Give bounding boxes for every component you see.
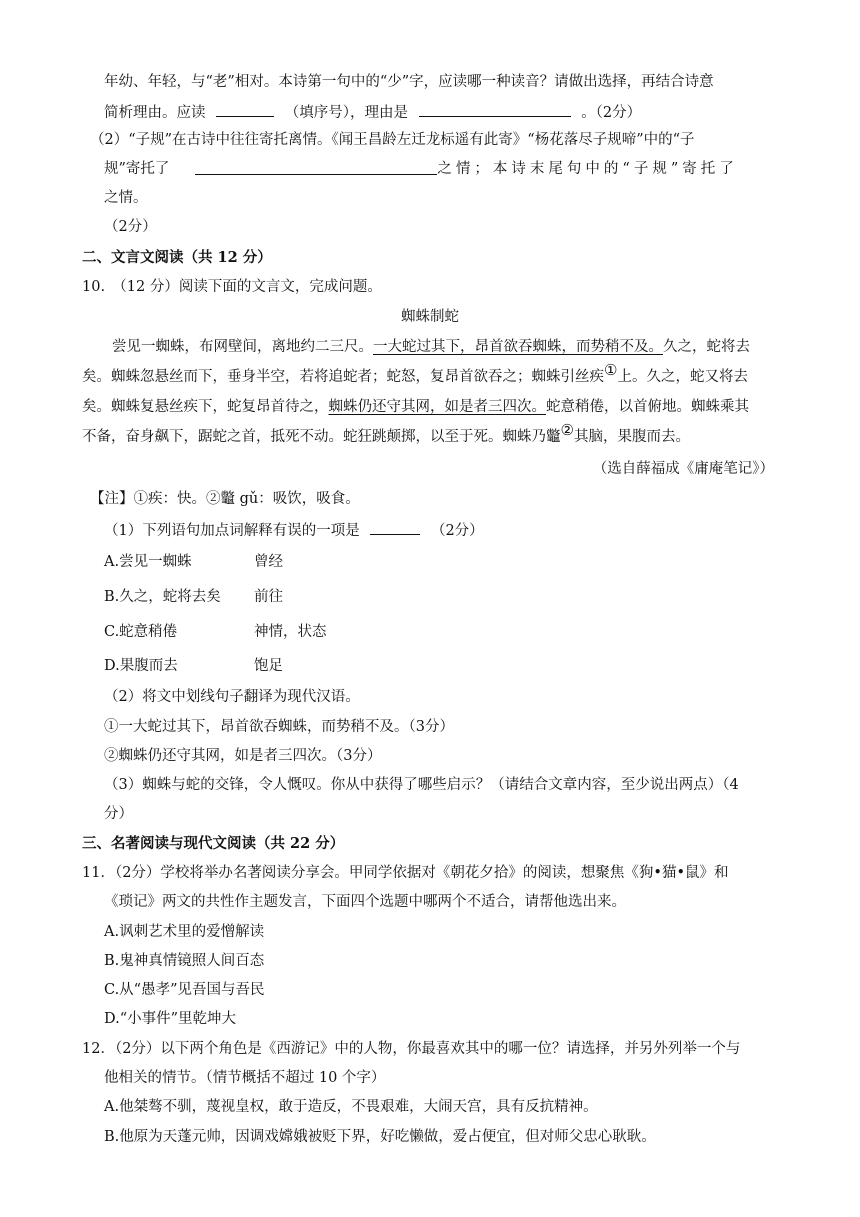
q12-line1: 12．（2分）以下两个角色是《西游记》中的人物，你最喜欢其中的哪一位？请选择，并另外列举一个与: [82, 1041, 741, 1057]
q10-sub2-item1: ①一大蛇过其下，昂首欲吞蜘蛛，而势稍不及。（3分）: [104, 719, 454, 735]
q9-line2-text-a: 简析理由。应读: [104, 105, 206, 121]
passage-para3: [82, 397, 749, 417]
passage-text: 尝见一蜘蛛，布网壁间，离地约二三尺。: [112, 339, 373, 355]
passage-source: （选自薛福成《庸庵笔记》）: [592, 461, 774, 477]
q9-line2-text-b: （填序号），理由是: [284, 105, 408, 121]
passage-text: 其脑，果腹而去。: [573, 429, 690, 445]
q12-option-a[interactable]: A.他桀骜不驯，蔑视皇权，敢于造反，不畏艰难，大闹天宫，具有反抗精神。: [104, 1099, 598, 1115]
q10-sub1-text: （1）下列语句加点词解释有误的一项是: [104, 523, 360, 539]
answer-blank-reason[interactable]: [419, 101, 571, 117]
option-label: D.果腹而去: [104, 658, 178, 674]
q10-sub2: （2）将文中划线句子翻译为现代汉语。: [104, 689, 360, 705]
answer-blank-choice[interactable]: [216, 101, 274, 117]
passage-para1: [112, 337, 750, 357]
q9-line2-text-c: 。（2分）: [581, 105, 642, 121]
passage-title: 蜘蛛制蛇: [401, 309, 459, 325]
q9-line2: [104, 101, 641, 123]
passage-text: 蛇意稍倦，以首俯地。蜘蛛乘其: [546, 399, 749, 415]
passage-text: 矣。蜘蛛复悬丝疾下，蛇复昂首待之，: [82, 399, 329, 415]
q11-option-a[interactable]: A.讽刺艺术里的爱憎解读: [104, 924, 265, 940]
option-label: C.蛇意稍倦: [104, 624, 178, 640]
q10-sub1: [104, 519, 484, 541]
q11-line1: 11．（2分）学校将举办名著阅读分享会。甲同学依据对《朝花夕拾》的阅读，想聚焦《狗•猫•鼠》和: [82, 865, 729, 881]
q11-option-d[interactable]: D.“小事件”里乾坤大: [104, 1011, 237, 1027]
q11-option-b[interactable]: B.鬼神真情镜照人间百态: [104, 953, 265, 969]
passage-note: 【注】①疾：快。②龞 gǔ：吸饮，吸食。: [90, 491, 360, 507]
q11-option-c[interactable]: C.从“愚孝”见吾国与吾民: [104, 982, 265, 998]
q9-part2-text-b: 之情；本诗末尾句中的“子规”寄托了: [437, 161, 738, 177]
q9-part2-line1: （2）“子规”在古诗中往往寄托离情。《闻王昌龄左迁龙标遥有此寄》“杨花落尽子规啼”中的“子: [90, 132, 695, 148]
passage-para2: [82, 361, 748, 387]
q9-part2-line3: 之情。: [104, 190, 148, 206]
underlined-sentence-2: 蜘蛛仍还守其网，如是者三四次。: [328, 399, 546, 415]
q12-line2: 他相关的情节。（情节概括不超过 10 个字）: [104, 1070, 386, 1086]
passage-text: 不备，奋身飙下，踞蛇之首，抵死不动。蛇狂跳颠掷，以至于死。蜘蛛乃: [82, 429, 546, 445]
note-marker-2: ②: [560, 421, 574, 440]
option-meaning: 饱足: [254, 658, 283, 674]
q9-part2-line2: [104, 159, 780, 179]
q10-sub1-score: （2分）: [430, 523, 484, 539]
q10-sub2-item2: ②蜘蛛仍还守其网，如是者三四次。（3分）: [104, 748, 382, 764]
q9-part2-text-a: 规”寄托了: [104, 161, 170, 177]
q10-sub3-line2: 分）: [104, 806, 133, 822]
underlined-sentence-1: 一大蛇过其下，昂首欲吞蜘蛛，而势稍不及。: [373, 339, 663, 355]
passage-para4: [82, 421, 690, 447]
option-meaning: 前往: [254, 589, 283, 605]
option-label: B.久之，蛇将去矣: [104, 589, 221, 605]
passage-text: 上。久之，蛇又将去: [617, 369, 748, 385]
option-meaning: 神情，状态: [254, 624, 327, 640]
q10-sub3-line1: （3）蜘蛛与蛇的交锋，令人慨叹。你从中获得了哪些启示？（请结合文章内容，至少说出两点）（4: [104, 777, 739, 793]
q12-option-b[interactable]: B.他原为天蓬元帅，因调戏嫦娥被贬下界，好吃懒做，爱占便宜，但对师父忠心耿耿。: [104, 1129, 656, 1145]
q9-line1: 年幼、年轻，与“老”相对。本诗第一句中的“少”字，应读哪一种读音？请做出选择，再结合诗意: [104, 74, 714, 90]
section2-heading: 二、文言文阅读（共 12 分）: [82, 249, 272, 266]
note-marker-1: ①: [604, 361, 618, 380]
option-meaning: 曾经: [254, 554, 283, 570]
q9-part2-score: （2分）: [104, 219, 157, 235]
section3-heading: 三、名著阅读与现代文阅读（共 22 分）: [82, 835, 345, 852]
passage-text: 矣。蜘蛛忽悬丝而下，垂身半空，若将追蛇者；蛇怒，复昂首欲吞之；蜘蛛引丝疾: [82, 369, 604, 385]
answer-blank-zigui-1[interactable]: [195, 159, 437, 175]
q10-intro: 10. （12 分）阅读下面的文言文，完成问题。: [82, 279, 382, 295]
passage-text: 龞: [546, 429, 561, 445]
passage-text: 久之，蛇将去: [663, 339, 750, 355]
answer-blank-q10-1[interactable]: [370, 519, 420, 535]
q11-line2: 《琐记》两文的共性作主题发言，下面四个选题中哪两个不适合，请帮他选出来。: [104, 894, 626, 910]
option-label: A.尝见一蜘蛛: [104, 554, 192, 570]
